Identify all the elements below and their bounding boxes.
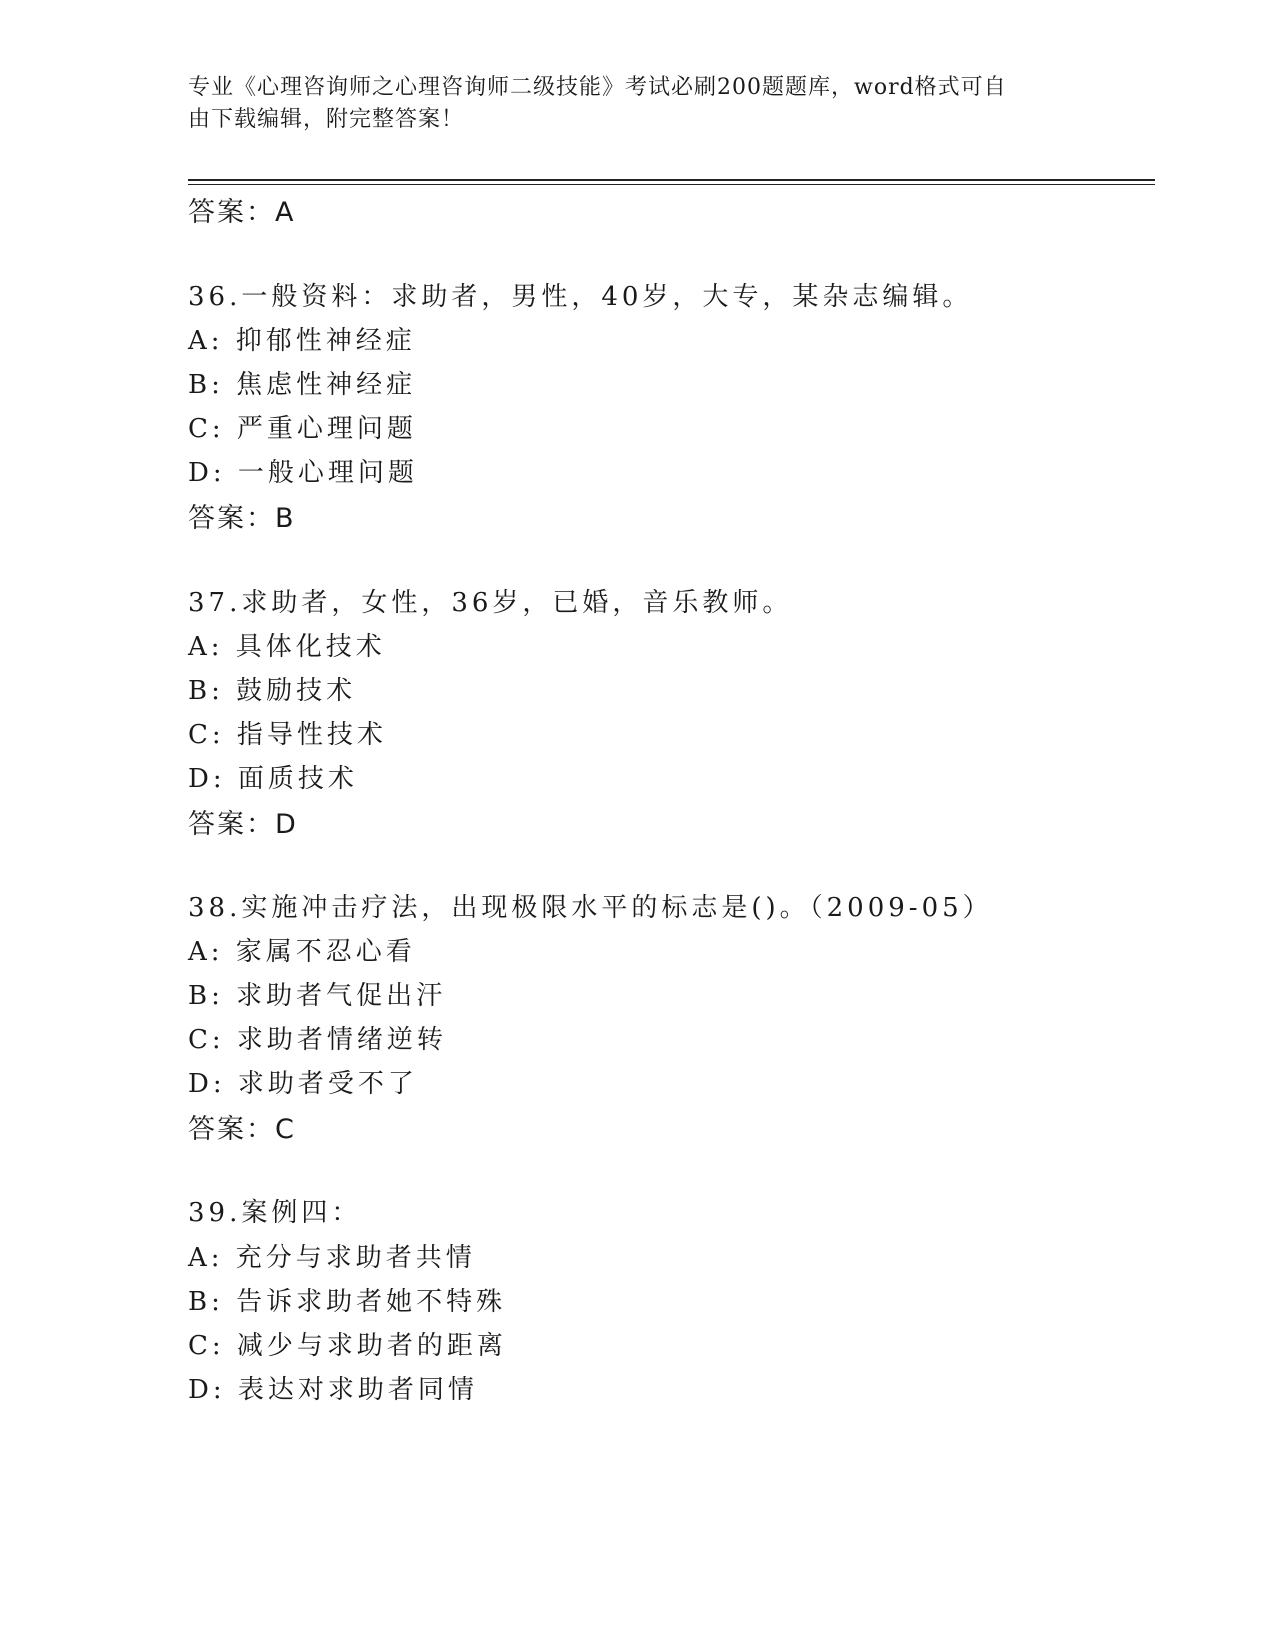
header-divider [188,179,1155,181]
option-c: C: 严重心理问题 [188,414,417,444]
option-d: D: 表达对求助者同情 [188,1375,478,1405]
option-b: B: 求助者气促出汗 [188,981,447,1011]
answer-line: 答案：A [188,197,296,228]
option-c: C: 指导性技术 [188,720,387,750]
answer-line: 答案：C [188,1114,296,1145]
option-a: A: 家属不忍心看 [188,937,416,967]
header-divider-thin [188,184,1155,185]
option-c: C: 减少与求助者的距离 [188,1331,507,1361]
question-stem: 37.求助者，女性，36岁，已婚，音乐教师。 [188,588,793,618]
option-a: A: 充分与求助者共情 [188,1243,476,1273]
option-d: D: 面质技术 [188,764,358,794]
option-d: D: 一般心理问题 [188,458,418,488]
answer-line: 答案：B [188,503,296,534]
option-a: A: 具体化技术 [188,632,386,662]
document-header [188,72,1068,136]
option-a: A: 抑郁性神经症 [188,326,416,356]
question-stem: 38.实施冲击疗法，出现极限水平的标志是()。（2009-05） [188,893,993,923]
question-stem: 39.案例四： [188,1198,362,1228]
header-line-2: 由下载编辑，附完整答案！ [188,107,465,132]
answer-line: 答案：D [188,809,298,840]
option-d: D: 求助者受不了 [188,1069,418,1099]
option-c: C: 求助者情绪逆转 [188,1025,447,1055]
header-line-1: 专业《心理咨询师之心理咨询师二级技能》考试必刷200题题库，word格式可自 [188,75,1007,100]
option-b: B: 鼓励技术 [188,676,357,706]
option-b: B: 焦虑性神经症 [188,370,417,400]
option-b: B: 告诉求助者她不特殊 [188,1287,507,1317]
question-stem: 36.一般资料：求助者，男性，40岁，大专，某杂志编辑。 [188,282,973,312]
